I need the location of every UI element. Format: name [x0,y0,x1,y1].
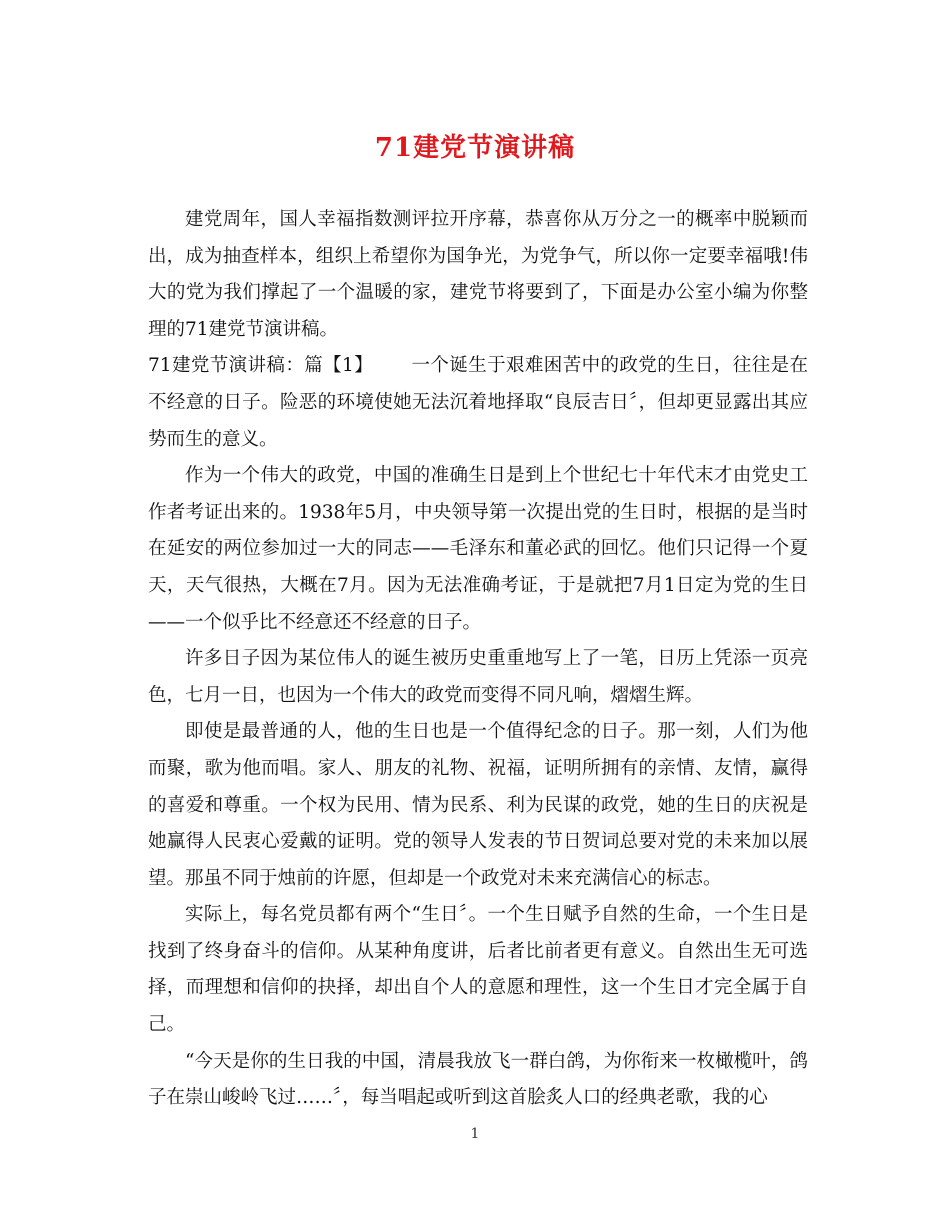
document-body [148,202,808,1117]
page-number: 1 [470,1126,480,1142]
page-title: 71建党节演讲稿 [374,133,576,163]
chapter-label: 71建党节演讲稿：篇【1】 [148,355,374,377]
body-paragraph: 作为一个伟大的政党，中国的准确生日是到上个世纪七十年代末才由党史工作者考证出来的。1938年5月，中央领导第一次提出党的生日时，根据的是当时在延安的两位参加过一大的同志——毛泽东和董必武的回忆。他们只记得一个夏天，天气很热，大概在7月。因为无法准确考证，于是就把7月1日定为党的生日——一个似乎比不经意还不经意的日子。 [148,465,808,633]
chapter-paragraph [148,348,808,458]
body-paragraph: 实际上，每名党员都有两个“生日〞。一个生日赋予自然的生命，一个生日是找到了终身奋斗的信仰。从某种角度讲，后者比前者更有意义。自然出生无可选择，而理想和信仰的抉择，却出自个人的意愿和理性，这一个生日才完全属于自己。 [148,904,808,1036]
intro-paragraph: 建党周年，国人幸福指数测评拉开序幕，恭喜你从万分之一的概率中脱颖而出，成为抽查样本，组织上希望你为国争光，为党争气，所以你一定要幸福哦!伟大的党为我们撑起了一个温暖的家，建党节将要到了，下面是办公室小编为你整理的71建党节演讲稿。 [148,209,808,340]
body-paragraph: 即使是最普通的人，他的生日也是一个值得纪念的日子。那一刻，人们为他而聚，歌为他而唱。家人、朋友的礼物、祝福，证明所拥有的亲情、友情，赢得的喜爱和尊重。一个权为民用、情为民系、利为民谋的政党，她的生日的庆祝是她赢得人民衷心爱戴的证明。党的领导人发表的节日贺词总要对党的未来加以展望。那虽不同于烛前的许愿，但却是一个政党对未来充满信心的标志。 [148,721,808,889]
chapter-first-text: 一个诞生于艰难困苦中的政党的生日，往往是在不经意的日子。险恶的环境使她无法沉着地择取“良辰吉日〞，但却更显露出其应势而生的意义。 [148,355,808,450]
body-paragraph: “今天是你的生日我的中国，清晨我放飞一群白鸽，为你衔来一枚橄榄叶，鸽子在崇山峻岭飞过……〞，每当唱起或听到这首脍炙人口的经典老歌，我的心 [148,1050,808,1109]
body-paragraph: 许多日子因为某位伟人的诞生被历史重重地写上了一笔，日历上凭添一页亮色，七月一日，也因为一个伟大的政党而变得不同凡响，熠熠生辉。 [148,648,808,706]
